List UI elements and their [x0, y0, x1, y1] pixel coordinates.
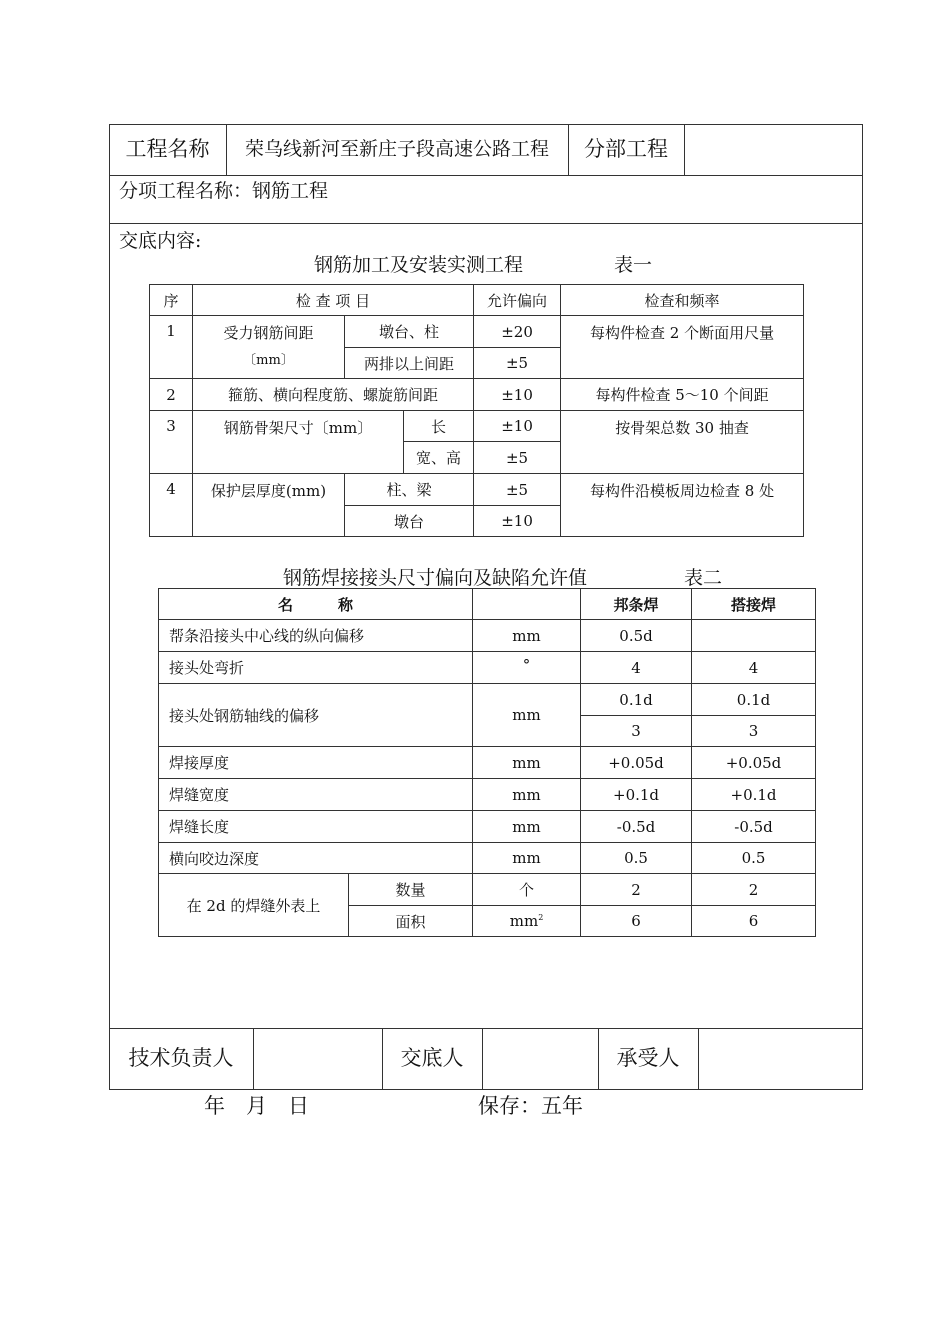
cell-a: 0.5 — [581, 843, 692, 874]
table-row — [159, 779, 816, 811]
cell-b: 6 — [692, 906, 816, 937]
th-name: 名 称 — [159, 589, 473, 620]
sub-project-value[interactable] — [684, 124, 863, 175]
cell-unit: mm — [473, 779, 581, 811]
presenter-label: 交底人 — [400, 1046, 464, 1071]
cell-name: 焊缝长度 — [159, 811, 473, 843]
cell-sub: 两排以上间距 — [345, 348, 474, 379]
cell-tol: ±5 — [474, 442, 561, 474]
cell-seq: 2 — [150, 379, 193, 411]
table-row — [159, 620, 816, 652]
cell-seq: 4 — [150, 474, 193, 537]
cell-item: 钢筋骨架尺寸〔mm〕 — [193, 411, 404, 474]
presenter-field[interactable] — [482, 1028, 598, 1090]
cell-method: 每构件检查 2 个断面用尺量 — [561, 316, 804, 379]
th-method: 检查和频率 — [561, 285, 804, 316]
content-label: 交底内容: — [119, 230, 202, 252]
table-row — [159, 652, 816, 684]
th-seq: 序 — [150, 285, 193, 316]
cell-seq: 3 — [150, 411, 193, 474]
cell-unit: ° — [473, 652, 581, 684]
cell-unit: mm — [473, 620, 581, 652]
cell-seq: 1 — [150, 316, 193, 379]
cell-item — [193, 316, 345, 379]
cell-tol: ±10 — [474, 379, 561, 411]
cell-b: +0.05d — [692, 747, 816, 779]
cell-sub: 墩台 — [345, 506, 474, 537]
cell-b: 2 — [692, 874, 816, 906]
cell-name: 在 2d 的焊缝外表上 — [159, 874, 349, 937]
cell-item-text: 受力钢筋间距 — [223, 324, 314, 342]
cell-sub: 宽、高 — [404, 442, 474, 474]
table-row — [150, 411, 804, 442]
table-row — [150, 379, 804, 411]
table2-tag: 表二 — [684, 567, 723, 589]
cell-a: -0.5d — [581, 811, 692, 843]
sub-project-label: 分部工程 — [584, 136, 668, 161]
table1-title: 钢筋加工及安装实测工程 — [314, 254, 524, 276]
tech-lead-field[interactable] — [253, 1028, 382, 1090]
th-strap-weld: 邦条焊 — [581, 589, 692, 620]
cell-a: 2 — [581, 874, 692, 906]
table1-tag: 表一 — [614, 254, 653, 276]
table-row — [150, 316, 804, 348]
weld-tolerance-table — [158, 588, 816, 937]
cell-unit: mm — [473, 843, 581, 874]
table-row — [159, 747, 816, 779]
th-tolerance: 允许偏向 — [474, 285, 561, 316]
receiver-label: 承受人 — [616, 1046, 680, 1071]
cell-a: 4 — [581, 652, 692, 684]
th-unit — [473, 589, 581, 620]
date-line: 年 月 日 — [204, 1094, 309, 1118]
retention-note: 保存：五年 — [478, 1094, 583, 1118]
cell-tol: ±10 — [474, 411, 561, 442]
cell-name: 横向咬边深度 — [159, 843, 473, 874]
table-row — [150, 474, 804, 506]
rule-item-bottom — [109, 223, 863, 224]
cell-b: 4 — [692, 652, 816, 684]
cell-tol: ±20 — [474, 316, 561, 348]
rule-v-h1 — [226, 124, 227, 175]
cell-b: +0.1d — [692, 779, 816, 811]
cell-item-unit: 〔mm〕 — [243, 353, 294, 368]
cell-a: 3 — [581, 716, 692, 747]
cell-name: 焊缝宽度 — [159, 779, 473, 811]
cell-a: 0.1d — [581, 684, 692, 716]
cell-unit: mm — [473, 684, 581, 747]
unit-superscript: 2 — [538, 913, 544, 922]
cell-unit: mm — [473, 747, 581, 779]
cell-b: 0.5 — [692, 843, 816, 874]
table-row — [159, 811, 816, 843]
cell-name: 接头处钢筋轴线的偏移 — [159, 684, 473, 747]
cell-method: 按骨架总数 30 抽查 — [561, 411, 804, 474]
cell-b: 3 — [692, 716, 816, 747]
cell-sub: 数量 — [349, 874, 473, 906]
cell-name: 帮条沿接头中心线的纵向偏移 — [159, 620, 473, 652]
receiver-field[interactable] — [698, 1028, 863, 1090]
cell-item: 保护层厚度(mm) — [193, 474, 345, 537]
cell-a: 0.5d — [581, 620, 692, 652]
cell-b: -0.5d — [692, 811, 816, 843]
cell-method: 每构件沿模板周边检查 8 处 — [561, 474, 804, 537]
cell-tol: ±10 — [474, 506, 561, 537]
cell-sub: 墩台、柱 — [345, 316, 474, 348]
cell-a: 6 — [581, 906, 692, 937]
table-row — [150, 285, 804, 316]
cell-item: 箍筋、横向程度筋、螺旋筋间距 — [193, 379, 474, 411]
cell-sub: 长 — [404, 411, 474, 442]
table2-title: 钢筋焊接接头尺寸偏向及缺陷允许值 — [283, 567, 588, 589]
cell-method: 每构件检查 5～10 个间距 — [561, 379, 804, 411]
table-row — [159, 874, 816, 906]
cell-unit — [473, 906, 581, 937]
th-item: 检 查 项 目 — [193, 285, 474, 316]
cell-b — [692, 620, 816, 652]
table-row — [159, 843, 816, 874]
table-row — [159, 589, 816, 620]
cell-tol: ±5 — [474, 348, 561, 379]
project-name-label: 工程名称 — [125, 136, 210, 161]
cell-name: 焊接厚度 — [159, 747, 473, 779]
table-row — [159, 684, 816, 716]
project-name-value: 荣乌线新河至新庄子段高速公路工程 — [244, 137, 549, 160]
cell-sub: 柱、梁 — [345, 474, 474, 506]
tech-lead-label: 技术负责人 — [128, 1046, 234, 1071]
tolerance-table-1 — [149, 284, 804, 537]
cell-tol: ±5 — [474, 474, 561, 506]
cell-name: 接头处弯折 — [159, 652, 473, 684]
th-lap-weld: 搭接焊 — [692, 589, 816, 620]
item-name: 分项工程名称：钢筋工程 — [119, 180, 329, 202]
cell-sub: 面积 — [349, 906, 473, 937]
unit-text: mm — [509, 912, 539, 930]
cell-a: +0.1d — [581, 779, 692, 811]
cell-b: 0.1d — [692, 684, 816, 716]
cell-unit: 个 — [473, 874, 581, 906]
cell-a: +0.05d — [581, 747, 692, 779]
cell-unit: mm — [473, 811, 581, 843]
